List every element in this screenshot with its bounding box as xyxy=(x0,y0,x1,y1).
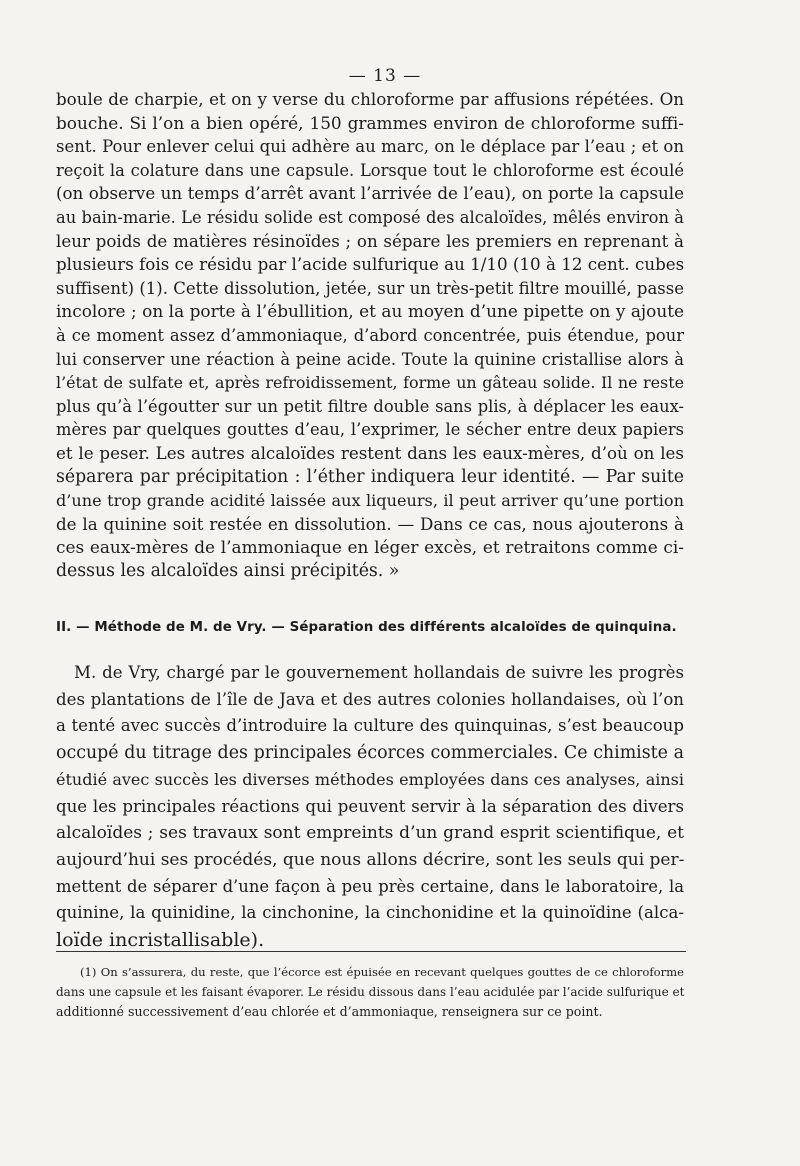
text-line: loïde incristallisable). xyxy=(56,929,265,952)
footnote-divider xyxy=(56,951,686,952)
page-number: — 13 — xyxy=(348,66,422,86)
text-line: lui conserver une réaction à peine acide. Toute la quinine cristallise alors à xyxy=(56,349,684,369)
text-line: plus qu’à l’égoutter sur un petit filtre double sans plis, à déplacer les eaux- xyxy=(56,396,684,416)
text-line: de la quinine soit restée en dissolution. — Dans ce cas, nous ajouterons à xyxy=(56,513,684,534)
text-line: alcaloïdes ; ses travaux sont empreints d’un grand esprit scientifique, et xyxy=(56,823,684,844)
footnote xyxy=(56,963,684,1022)
text-line: aujourd’hui ses procédés, que nous allons décrire, sont les seuls qui per- xyxy=(56,849,685,870)
text-line: que les principales réactions qui peuvent servir à la séparation des divers xyxy=(56,796,684,816)
text-line: l’état de sulfate et, après refroidissement, forme un gâteau solide. Il ne reste xyxy=(56,373,684,393)
text-line: plusieurs fois ce résidu par l’acide sulfurique au 1/10 (10 à 12 cent. cubes xyxy=(56,254,685,275)
text-line: mères par quelques gouttes d’eau, l’exprimer, le sécher entre deux papiers xyxy=(56,420,684,440)
text-line: ces eaux-mères de l’ammoniaque en léger excès, et retraitons comme ci- xyxy=(56,537,684,558)
text-line: M. de Vry, chargé par le gouvernement hollandais de suivre les progrès xyxy=(74,663,684,682)
text-line: sent. Pour enlever celui qui adhère au marc, on le déplace par l’eau ; et on xyxy=(56,137,684,157)
text-line: leur poids de matières résinoïdes ; on sépare les premiers en reprenant à xyxy=(56,230,684,251)
text-line: et le peser. Les autres alcaloïdes restent dans les eaux-mères, d’où on les xyxy=(56,442,684,463)
text-line: (on observe un temps d’arrêt avant l’arrivée de l’eau), on porte la capsule xyxy=(56,183,684,204)
text-line: mettent de séparer d’une façon à peu près certaine, dans le laboratoire, la xyxy=(56,876,684,896)
text-line: a tenté avec succès d’introduire la culture des quinquinas, s’est beaucoup xyxy=(56,716,684,736)
text-line: d’une trop grande acidité laissée aux liqueurs, il peut arriver qu’une portion xyxy=(56,491,684,511)
text-line: occupé du titrage des principales écorces commerciales. Ce chimiste a xyxy=(56,743,684,764)
text-line: séparera par précipitation : l’éther indiquera leur identité. — Par suite xyxy=(56,466,684,487)
body-paragraph-1 xyxy=(56,88,684,583)
text-line: au bain-marie. Le résidu solide est composé des alcaloïdes, mêlés environ à xyxy=(56,207,684,227)
section-heading: II. — Méthode de M. de Vry. — Séparation des différents alcaloïdes de quinquina. xyxy=(56,620,677,635)
body-paragraph-2 xyxy=(56,660,684,954)
text-line: quinine, la quinidine, la cinchonine, la cinchonidine et la quinoïdine (alca- xyxy=(56,903,684,923)
text-line: suffisent) (1). Cette dissolution, jetée, sur un très-petit filtre mouillé, passe xyxy=(56,278,684,298)
text-line: incolore ; on la porte à l’ébullition, et au moyen d’une pipette on y ajoute xyxy=(56,301,684,322)
footnote-line: additionné successivement d’eau chlorée et d’ammoniaque, renseignera sur ce point. xyxy=(56,1004,603,1019)
text-line: reçoit la colature dans une capsule. Lorsque tout le chloroforme est écoulé xyxy=(56,160,684,180)
text-line: des plantations de l’île de Java et des autres colonies hollandaises, où l’on xyxy=(56,689,684,709)
text-line: bouche. Si l’on a bien opéré, 150 grammes environ de chloroforme suffi- xyxy=(56,112,684,133)
text-line: boule de charpie, et on y verse du chloroforme par affusions répétées. On xyxy=(56,89,684,109)
text-line: à ce moment assez d’ammoniaque, d’abord concentrée, puis étendue, pour xyxy=(56,325,684,345)
text-line: dessus les alcaloïdes ainsi précipités. » xyxy=(56,560,400,581)
footnote-line: (1) On s’assurera, du reste, que l’écorce est épuisée en recevant quelques gouttes de ce chloroforme xyxy=(80,965,684,979)
text-line: étudié avec succès les diverses méthodes employées dans ces analyses, ainsi xyxy=(56,769,684,789)
footnote-line: dans une capsule et les faisant évaporer. Le résidu dissous dans l’eau acidulée par l’acide sulfurique et xyxy=(56,984,685,999)
